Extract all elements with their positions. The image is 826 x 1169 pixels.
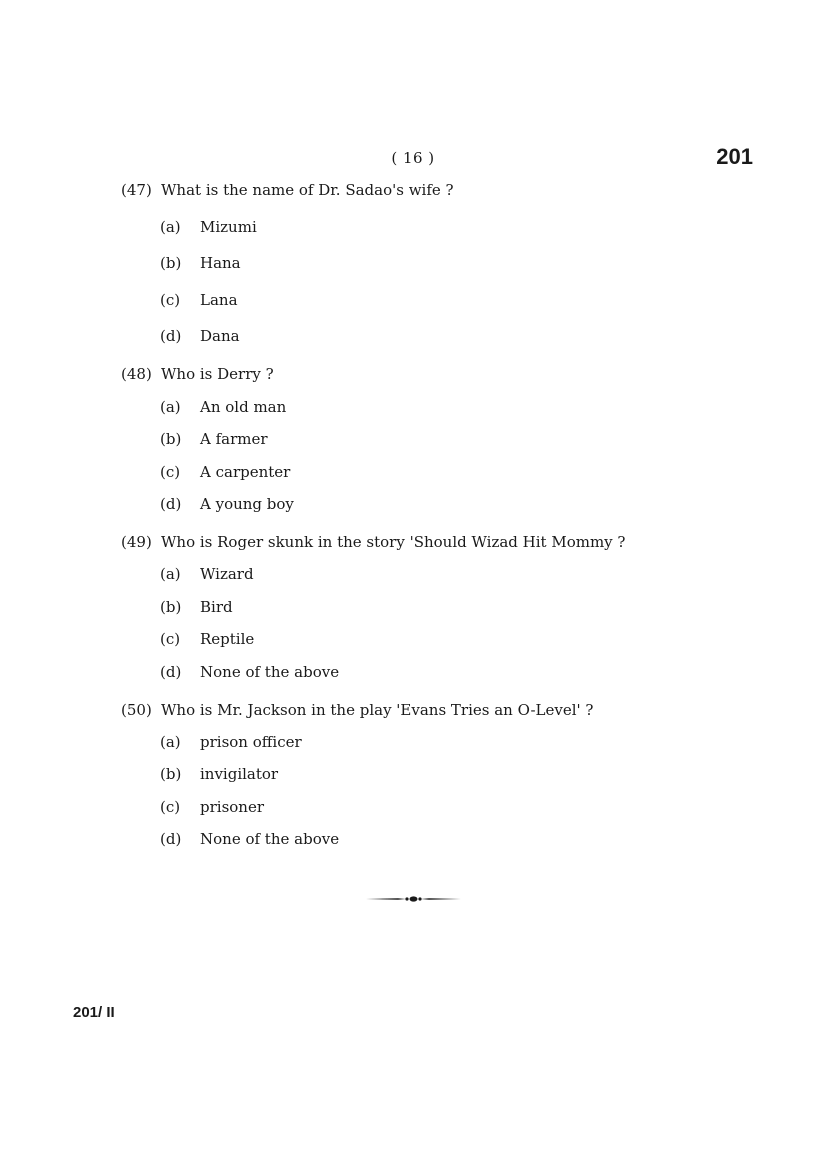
option-text: None of the above xyxy=(200,663,340,681)
option-text: Mizumi xyxy=(200,218,257,236)
end-ornament xyxy=(366,892,461,906)
question-50 xyxy=(121,701,593,719)
option-text: prison officer xyxy=(200,733,302,751)
option-letter: (d) xyxy=(160,830,182,848)
option-47-d xyxy=(160,327,240,345)
option-47-c xyxy=(160,291,238,309)
option-letter: (d) xyxy=(160,327,182,345)
option-48-c xyxy=(160,463,290,481)
question-text: Who is Roger skunk in the story 'Should Wizad Hit Mommy ? xyxy=(161,533,626,551)
option-letter: (b) xyxy=(160,598,182,616)
option-text: Lana xyxy=(200,291,238,309)
option-letter: (b) xyxy=(160,430,182,448)
question-49 xyxy=(121,533,625,551)
option-letter: (c) xyxy=(160,630,181,648)
option-letter: (b) xyxy=(160,254,182,272)
option-text: A farmer xyxy=(200,430,268,448)
option-letter: (a) xyxy=(160,733,181,751)
option-text: A young boy xyxy=(200,495,294,513)
page-number: ( 16 ) xyxy=(391,149,435,167)
option-47-b xyxy=(160,254,241,272)
question-number: (48) xyxy=(121,365,152,383)
option-letter: (c) xyxy=(160,798,181,816)
option-48-d xyxy=(160,495,294,513)
option-letter: (b) xyxy=(160,765,182,783)
option-letter: (a) xyxy=(160,398,181,416)
option-letter: (c) xyxy=(160,463,181,481)
option-50-d xyxy=(160,830,339,848)
option-letter: (a) xyxy=(160,218,181,236)
question-number: (47) xyxy=(121,181,152,199)
option-text: Bird xyxy=(200,598,233,616)
question-text: Who is Derry ? xyxy=(161,365,274,383)
option-text: Wizard xyxy=(200,565,254,583)
option-letter: (d) xyxy=(160,663,182,681)
question-number: (49) xyxy=(121,533,152,551)
option-text: None of the above xyxy=(200,830,340,848)
question-text: Who is Mr. Jackson in the play 'Evans Tries an O-Level' ? xyxy=(161,701,594,719)
option-text: Hana xyxy=(200,254,241,272)
question-number: (50) xyxy=(121,701,152,719)
option-text: A carpenter xyxy=(200,463,291,481)
option-letter: (d) xyxy=(160,495,182,513)
option-48-a xyxy=(160,398,286,416)
paper-code-footer: 201/ II xyxy=(73,1004,115,1021)
option-letter: (c) xyxy=(160,291,181,309)
option-47-a xyxy=(160,218,257,236)
option-text: invigilator xyxy=(200,765,279,783)
option-48-b xyxy=(160,430,268,448)
paper-code-header: 201 xyxy=(716,144,753,169)
option-50-a xyxy=(160,733,302,751)
option-50-b xyxy=(160,765,278,783)
option-49-c xyxy=(160,630,254,648)
option-text: prisoner xyxy=(200,798,265,816)
option-49-a xyxy=(160,565,254,583)
option-text: Reptile xyxy=(200,630,255,648)
option-49-d xyxy=(160,663,339,681)
option-49-b xyxy=(160,598,233,616)
option-50-c xyxy=(160,798,264,816)
question-47 xyxy=(121,181,454,199)
option-letter: (a) xyxy=(160,565,181,583)
question-text: What is the name of Dr. Sadao's wife ? xyxy=(161,181,454,199)
option-text: Dana xyxy=(200,327,240,345)
option-text: An old man xyxy=(200,398,287,416)
question-48 xyxy=(121,365,274,383)
